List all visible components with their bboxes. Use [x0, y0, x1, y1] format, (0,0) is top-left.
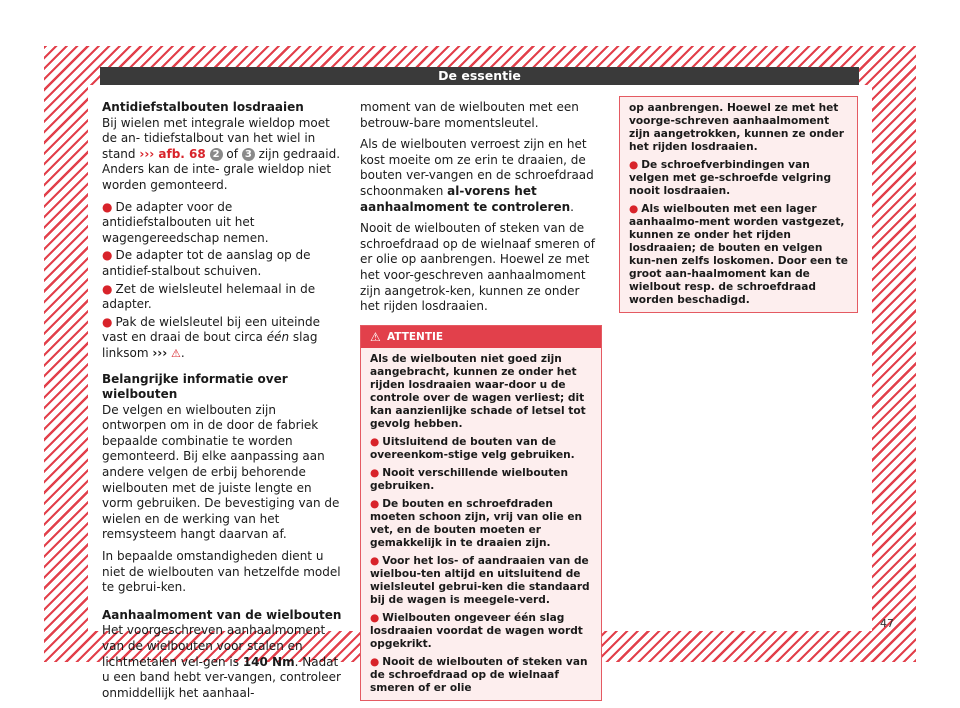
paragraph-aanhaalmoment: Het voorgeschreven aanhaalmoment van de wielbouten voor stalen en lichtmetalen vel-gen is 140 Nm. Nadat u een band hebt ver-vangen, controleer onmiddellijk het aanhaal-	[102, 623, 341, 700]
bullet-icon: ●	[102, 248, 113, 263]
paragraph-verroest: Als de wielbouten verroest zijn en het kost moeite om ze erin te draaien, de bouten ver-vangen en de schroefdraad schoonmaken al-vorens het aanhaalmoment te controleren.	[360, 137, 594, 214]
list-item: ● Zet de wielsleutel helemaal in de adapter.	[102, 281, 316, 312]
column-3	[619, 96, 858, 313]
bullet-icon: ●	[629, 203, 639, 215]
warning-triangle-icon: ⚠	[171, 346, 181, 360]
figure-link[interactable]: ››› afb. 68	[139, 146, 206, 161]
bullet-icon: ●	[370, 611, 380, 624]
list-item: ● Nooit de wielbouten of steken van de schroefdraad op de wielnaaf smeren of er olie	[370, 655, 588, 694]
list-item: ● De bouten en schroefdraden moeten schoon zijn, vrij van olie en vet, en de bouten moeten er gemakkelijk in te draaien zijn.	[370, 497, 583, 549]
position-number-3: 3	[242, 148, 255, 161]
list-item: ● De adapter tot de aanslag op de antidief-stalbout schuiven.	[102, 248, 311, 278]
column-1	[102, 100, 342, 707]
bullet-icon: ●	[629, 159, 639, 171]
column-2	[360, 100, 602, 701]
bullet-icon: ●	[370, 554, 380, 567]
warning-body-continued: op aanbrengen. Hoewel ze met het voorge-schreven aanhaalmoment zijn aangetrokken, kunnen ze onder het rijden losdraaien. ● De schroefverbindingen van velgen met ge-schroefde velgring nooit losdraaien. ● Als wielbouten met een lager aanhaalmo-ment worden vastgezet, kunnen ze onder het rijden losdraaien; de bouten en velgen kun-nen zelfs loskomen. Door een te groot aan-haalmoment kan de wielbout resp. de schroefdraad worden beschadigd.	[629, 102, 848, 306]
warning-body: Als de wielbouten niet goed zijn aangebracht, kunnen ze onder het rijden losdraaien waar-door u de controle over de wagen verliest; dit kan aanzienlijke schade of letsel tot gevolg hebben. ● Uitsluitend de bouten van de overeenkom-stige velg gebruiken. ● Nooit verschillende wielbouten gebruiken. ● De bouten en schroefdraden moeten schoon zijn, vrij van olie en vet, en de bouten moeten er gemakkelijk in te draaien zijn. ● Voor het los- of aandraaien van de wielbou-ten altijd en uitsluitend de wielsleutel gebrui-ken die standaard bij de wagen is meegele-verd. ● Wielbouten ongeveer één slag losdraaien voordat de wagen wordt opgekrikt. ● Nooit de wielbouten of steken van de schroefdraad op de wielnaaf smeren of er olie	[361, 348, 601, 700]
warning-header: ⚠ ATTENTIE	[361, 326, 601, 348]
paragraph-momentsleutel: moment van de wielbouten met een betrouw-bare momentsleutel.	[360, 100, 579, 130]
heading-wielbouten-info: Belangrijke informatie over wielbouten	[102, 371, 288, 402]
bullet-icon: ●	[370, 655, 380, 668]
list-item: ● Voor het los- of aandraaien van de wielbou-ten altijd en uitsluitend de wielsleutel gebrui-ken die standaard bij de wagen is meegele-verd.	[370, 554, 590, 606]
page-number: 47	[880, 617, 894, 630]
list-item: ● Als wielbouten met een lager aanhaalmo-ment worden vastgezet, kunnen ze onder het rijden losdraaien; de bouten en velgen kun-nen zelfs loskomen. Door een te groot aan-haalmoment kan de wielbout resp. de schroefdraad worden beschadigd.	[629, 203, 848, 306]
list-item: ● Uitsluitend de bouten van de overeenkom-stige velg gebruiken.	[370, 435, 575, 461]
list-item: ● De schroefverbindingen van velgen met ge-schroefde velgring nooit losdraaien.	[629, 159, 832, 197]
heading-antidiefstal: Antidiefstalbouten losdraaien	[102, 100, 304, 114]
position-number-2: 2	[210, 148, 223, 161]
list-item: ● De adapter voor de antidiefstalbouten uit het wagengereedschap nemen.	[102, 199, 269, 245]
bullet-icon: ●	[370, 497, 380, 510]
paragraph-wielbouten-info: De velgen en wielbouten zijn ontworpen om in de door de fabriek bepaalde combinatie te worden gemonteerd. Bij elke aanpassing aan andere velgen de erbij behorende wielbouten met de juiste lengte en vorm gebruiken. De bevestiging van de wielen en de werking van het remsysteem hangt daarvan af.	[102, 402, 340, 542]
list-item: ● Pak de wielsleutel bij een uiteinde vast en draai de bout circa één slag linksom ››› ⚠.	[102, 314, 321, 360]
paragraph-nooit-smeren: Nooit de wielbouten of steken van de schroefdraad op de wielnaaf smeren of er olie op aanbrengen. Hoewel ze met het voor-geschreven aanhaalmoment zijn aangetrok-ken, kunnen ze onder het rijden losdraaien.	[360, 221, 595, 314]
paragraph-antidiefstal: Bij wielen met integrale wieldop moet de an- tidiefstalbout van het wiel in stand ››› afb. 68 2 of 3 zijn gedraaid. Anders kan de inte- grale wieldop niet worden gemonteerd.	[102, 115, 341, 192]
bullet-icon: ●	[102, 199, 113, 214]
warning-triangle-icon: ⚠	[370, 329, 381, 344]
warning-box-continued	[619, 96, 858, 313]
bullet-icon: ●	[102, 314, 113, 329]
bullet-icon: ●	[370, 435, 380, 448]
list-item: ● Nooit verschillende wielbouten gebruiken.	[370, 466, 569, 492]
bullet-icon: ●	[102, 281, 113, 296]
section-header: De essentie	[100, 67, 859, 85]
warning-link[interactable]: ›››	[152, 345, 168, 360]
bullet-icon: ●	[370, 466, 380, 479]
list-item: ● Wielbouten ongeveer één slag losdraaien voordat de wagen wordt opgekrikt.	[370, 611, 583, 650]
heading-aanhaalmoment: Aanhaalmoment van de wielbouten	[102, 607, 342, 622]
warning-box	[360, 325, 602, 701]
paragraph-omstandigheden: In bepaalde omstandigheden dient u niet de wielbouten van hetzelfde model te gebrui-ken.	[102, 549, 341, 595]
